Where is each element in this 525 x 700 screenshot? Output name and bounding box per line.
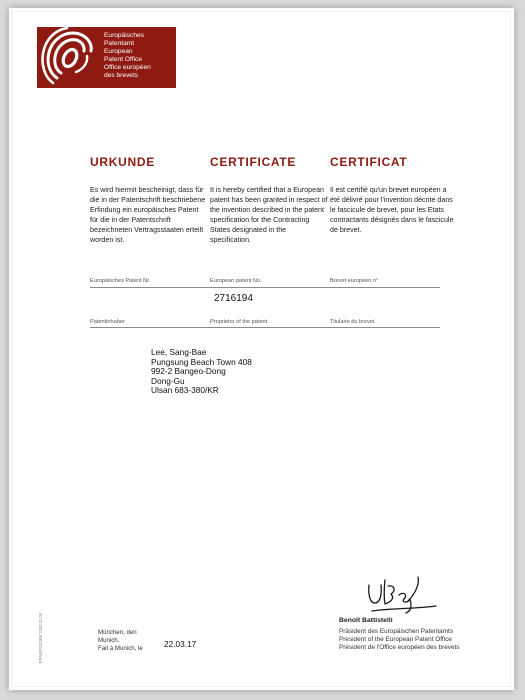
logo-line: Patentamt xyxy=(104,40,135,48)
logo-line: Office européen xyxy=(104,64,151,72)
signatory-titles xyxy=(339,628,509,652)
place-line-fr: Fait à Munich, le xyxy=(98,645,143,653)
form-code: EPA/EPO/OEB 2030 02.00 xyxy=(38,612,43,663)
place-of-issue xyxy=(98,629,143,654)
certificate-page xyxy=(9,8,514,690)
divider-line xyxy=(90,327,440,328)
address-line: Ulsan 683-380/KR xyxy=(151,385,219,396)
signatory-name: Benoît Battistelli xyxy=(339,617,393,624)
heading-de: URKUNDE xyxy=(90,155,155,169)
address-line: Dong-Gu xyxy=(151,375,185,386)
patent-label-fr: Brevet européen n° xyxy=(330,278,379,284)
handwritten-signature xyxy=(364,571,439,617)
issue-date: 22.03.17 xyxy=(164,639,197,649)
epo-logo xyxy=(37,27,176,88)
statement-en: It is hereby certified that a European patent has been granted in respect of the invention described in the patent specification for the Contracting States designated in the specification. xyxy=(210,186,328,245)
signatory-title-fr: Président de l'Office européen des brevets xyxy=(339,644,460,651)
proprietor-label-de: Patentinhaber xyxy=(90,319,125,325)
address-line: Lee, Sang-Bae xyxy=(151,347,207,357)
patent-number: 2716194 xyxy=(214,293,253,304)
epo-spiral-icon xyxy=(37,27,103,88)
proprietor-label-en: Proprietor of the patent xyxy=(210,319,268,325)
proprietor-label-fr: Titulaire du brevet xyxy=(330,319,375,325)
logo-line: Patent Office xyxy=(104,56,142,64)
heading-en: CERTIFICATE xyxy=(210,155,297,169)
epo-logo-text xyxy=(104,32,151,81)
address-line: 992-2 Bangeo-Dong xyxy=(151,366,226,377)
statement-de: Es wird hiermit bescheinigt, dass für die in der Patentschrift beschriebene Erfindung ein europäisches Patent für die in der Patentschrift bezeichneten Vertragsstaaten erteilt worden ist. xyxy=(90,186,206,245)
patent-label-de: Europäisches Patent Nr. xyxy=(90,278,151,284)
place-line-en: Munich, xyxy=(98,637,120,645)
patent-label-en: European patent No. xyxy=(210,278,262,284)
heading-fr: CERTIFICAT xyxy=(330,155,408,169)
signatory-title-de: Präsident des Europäischen Patentamts xyxy=(339,628,454,635)
statement-fr: Il est certifié qu'un brevet européen a été délivré pour l'invention décrite dans le fascicule de brevet, pour les Etats contractants désignés dans le fascicule de brevet. xyxy=(330,186,454,235)
place-line-de: München, den xyxy=(98,629,137,636)
logo-line: European xyxy=(104,48,133,56)
divider-line xyxy=(90,287,440,288)
logo-line: des brevets xyxy=(104,72,139,80)
proprietor-address xyxy=(151,348,252,396)
logo-line: Europäisches xyxy=(104,32,144,39)
signatory-title-en: President of the European Patent Office xyxy=(339,636,452,643)
address-line: Pungsung Beach Town 408 xyxy=(151,356,252,367)
